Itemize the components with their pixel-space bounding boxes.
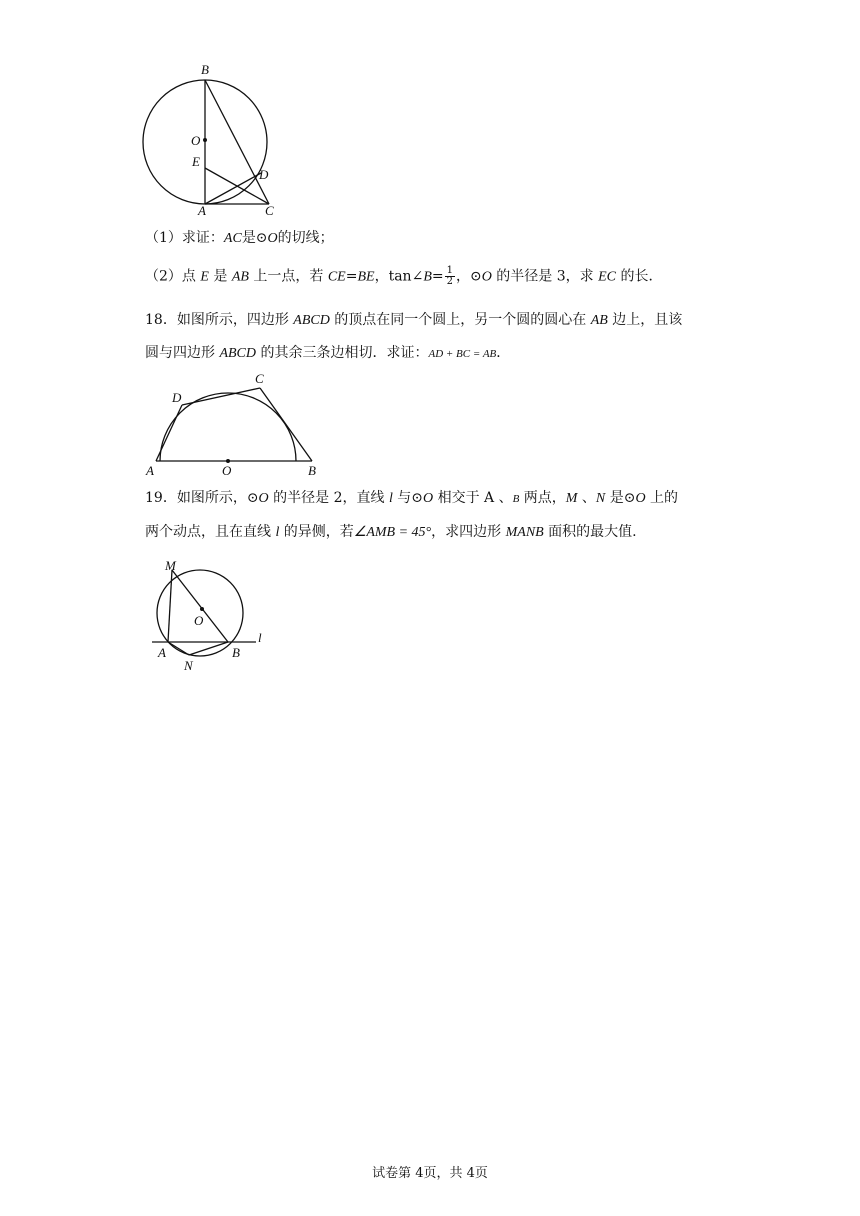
text: = [431, 268, 444, 285]
label-c: C [255, 371, 264, 386]
math-o: O [635, 491, 646, 506]
text: ． [496, 345, 511, 361]
label-o: O [191, 133, 201, 148]
label-l: l [258, 630, 262, 645]
figure-q19 [140, 556, 270, 674]
math-o: O [258, 491, 269, 506]
label-b: B [201, 62, 209, 77]
math-abcd: ABCD [293, 313, 330, 328]
q18-line2 [145, 343, 510, 364]
math-abcd: ABCD [219, 346, 257, 361]
text: 、 [577, 490, 596, 506]
text: 上的 [645, 490, 679, 506]
math-formula: AD + BC = AB [428, 348, 497, 360]
q19-line1 [145, 488, 678, 509]
text: 18．如图所示，四边形 [145, 312, 294, 328]
math-ec: EC [598, 269, 616, 285]
math-l: l [275, 525, 280, 540]
figure-q18 [140, 368, 330, 480]
fraction-numerator: 1 [446, 265, 453, 276]
text: 的顶点在同一个圆上，另一个圆的圆心在 [329, 312, 591, 328]
math-e: E [200, 269, 209, 285]
math-be: BE [357, 269, 375, 285]
text: 的半径是 2，直线 [268, 490, 389, 506]
fraction-denominator: 2 [446, 276, 453, 287]
q17-part1 [145, 228, 334, 249]
math-ce: CE [327, 269, 346, 285]
math-ab: AB [590, 313, 608, 328]
q17-part2 [145, 266, 662, 288]
text: （2）点 [145, 268, 201, 285]
text: 两点， [519, 490, 566, 506]
q19-line2 [145, 522, 637, 543]
text: ，⊙ [455, 268, 482, 285]
math-b: B [423, 269, 432, 285]
math-m: M [565, 491, 578, 506]
label-m: M [165, 558, 176, 573]
figure-q17 [135, 60, 285, 220]
text: 上一点，若 [248, 268, 328, 285]
text: 的长． [616, 268, 663, 285]
text: 边上，且该 [607, 312, 683, 328]
label-a: A [198, 203, 206, 218]
text: 是 [208, 268, 232, 285]
math-o: O [481, 269, 492, 285]
label-a: A [158, 645, 166, 660]
text: （1）求证： [145, 230, 224, 246]
math-ab: AB [231, 269, 249, 285]
text: ，求四边形 [431, 524, 506, 540]
text: 的切线； [277, 230, 334, 246]
math-n: N [595, 491, 606, 506]
label-o: O [194, 613, 204, 628]
label-d: D [172, 390, 182, 405]
math-b: B [512, 493, 520, 505]
math-ac: AC [223, 231, 242, 246]
page-footer: 试卷第 4页，共 4页 [372, 1166, 488, 1181]
math-o: O [423, 491, 434, 506]
text: 与⊙ [392, 490, 424, 506]
text: 是⊙ [605, 490, 636, 506]
label-o: O [222, 463, 232, 478]
text: 圆与四边形 [145, 345, 220, 361]
text: 两个动点，且在直线 [145, 524, 276, 540]
label-a: A [146, 463, 154, 478]
label-c: C [265, 203, 274, 218]
label-n: N [184, 658, 193, 673]
math-angle: ∠AMB = 45° [353, 525, 432, 540]
label-b: B [232, 645, 240, 660]
text: = [345, 268, 358, 285]
text: 19．如图所示，⊙ [145, 490, 259, 506]
label-d: D [259, 167, 269, 182]
fraction-one-half [445, 266, 455, 287]
math-o: O [267, 231, 278, 246]
text: 的其余三条边相切．求证： [256, 345, 429, 361]
text: ，tan∠ [374, 268, 424, 285]
text: 相交于 A 、 [433, 490, 513, 506]
math-l: l [388, 491, 393, 506]
text: 的半径是 3，求 [491, 268, 599, 285]
math-manb: MANB [505, 525, 544, 540]
text: 面积的最大值. [543, 524, 637, 540]
text: 是⊙ [241, 230, 268, 246]
label-b: B [308, 463, 316, 478]
label-e: E [192, 154, 200, 169]
q18-line1 [145, 310, 682, 331]
text: 的异侧，若 [279, 524, 354, 540]
